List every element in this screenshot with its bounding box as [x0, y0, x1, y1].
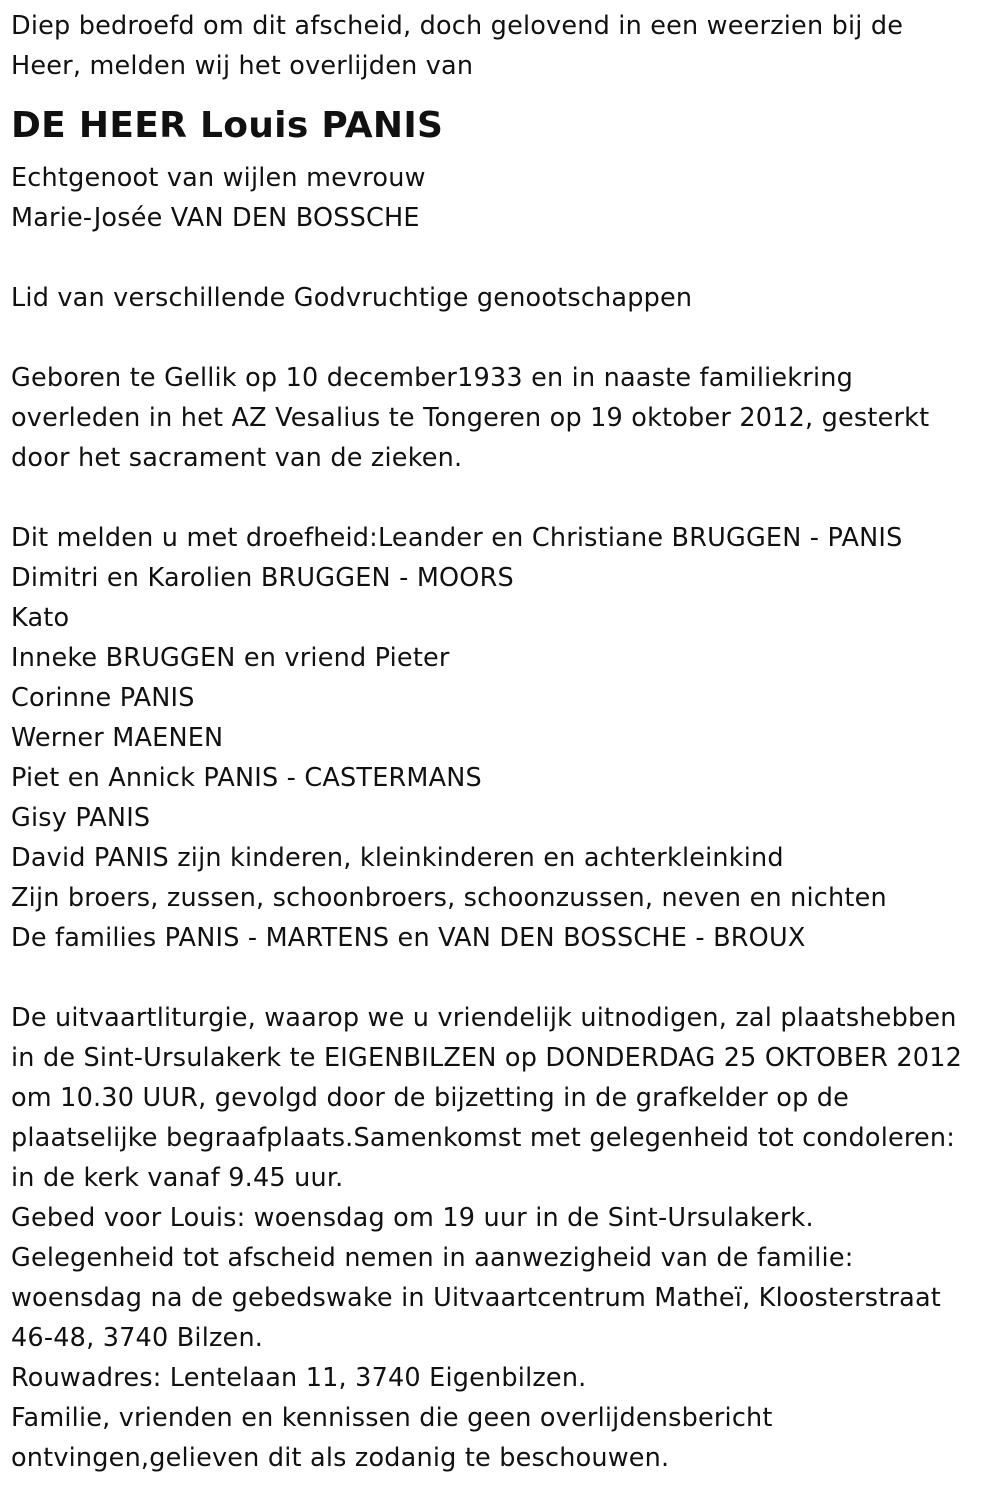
funeral-line: ontvingen,gelieven dit als zodanig te beschouwen. [11, 1443, 670, 1473]
birth-death-line: overleden in het AZ Vesalius te Tongeren op 19 oktober 2012, gesterkt [11, 403, 930, 433]
spacer [11, 478, 991, 518]
funeral-line: 46-48, 3740 Bilzen. [11, 1323, 264, 1353]
intro-paragraph [11, 6, 991, 86]
funeral-line: Rouwadres: Lentelaan 11, 3740 Eigenbilzen. [11, 1363, 587, 1393]
family-line: Corinne PANIS [11, 683, 195, 713]
spouse-line: Echtgenoot van wijlen mevrouw [11, 163, 426, 193]
spacer [11, 318, 991, 358]
funeral-line: Familie, vrienden en kennissen die geen overlijdensbericht [11, 1403, 773, 1433]
family-line: Piet en Annick PANIS - CASTERMANS [11, 763, 482, 793]
family-list [11, 518, 991, 958]
intro-line: Heer, melden wij het overlijden van [11, 51, 474, 81]
birth-death-line: door het sacrament van de zieken. [11, 443, 463, 473]
funeral-line: woensdag na de gebedswake in Uitvaartcentrum Matheï, Kloosterstraat [11, 1283, 941, 1313]
funeral-line: plaatselijke begraafplaats.Samenkomst met gelegenheid tot condoleren: [11, 1123, 956, 1153]
funeral-line: De uitvaartliturgie, waarop we u vriendelijk uitnodigen, zal plaatshebben [11, 1003, 957, 1033]
family-line: Dit melden u met droefheid:Leander en Christiane BRUGGEN - PANIS [11, 523, 903, 553]
birth-death-line: Geboren te Gellik op 10 december1933 en in naaste familiekring [11, 363, 853, 393]
spacer [11, 958, 991, 998]
family-line: Dimitri en Karolien BRUGGEN - MOORS [11, 563, 514, 593]
family-line: Werner MAENEN [11, 723, 224, 753]
membership-line: Lid van verschillende Godvruchtige genootschappen [11, 283, 693, 313]
deceased-name: DE HEER Louis PANIS [11, 105, 444, 146]
funeral-line: Gebed voor Louis: woensdag om 19 uur in de Sint-Ursulakerk. [11, 1203, 814, 1233]
spouse-line: Marie-Josée VAN DEN BOSSCHE [11, 203, 420, 233]
intro-line: Diep bedroefd om dit afscheid, doch gelovend in een weerzien bij de [11, 11, 904, 41]
family-line: Gisy PANIS [11, 803, 151, 833]
family-line: David PANIS zijn kinderen, kleinkinderen en achterkleinkind [11, 843, 784, 873]
spacer [11, 238, 991, 278]
family-line: Inneke BRUGGEN en vriend Pieter [11, 643, 450, 673]
funeral-line: in de Sint-Ursulakerk te EIGENBILZEN op DONDERDAG 25 OKTOBER 2012 [11, 1043, 963, 1073]
death-notice [11, 6, 991, 1478]
birth-death-paragraph [11, 358, 991, 478]
funeral-line: Gelegenheid tot afscheid nemen in aanwezigheid van de familie: [11, 1243, 854, 1273]
family-line: De families PANIS - MARTENS en VAN DEN BOSSCHE - BROUX [11, 923, 806, 953]
family-line: Zijn broers, zussen, schoonbroers, schoonzussen, neven en nichten [11, 883, 887, 913]
spouse-paragraph [11, 158, 991, 238]
funeral-line: in de kerk vanaf 9.45 uur. [11, 1163, 344, 1193]
funeral-paragraph [11, 998, 991, 1478]
family-line: Kato [11, 603, 70, 633]
funeral-line: om 10.30 UUR, gevolgd door de bijzetting in de grafkelder op de [11, 1083, 850, 1113]
